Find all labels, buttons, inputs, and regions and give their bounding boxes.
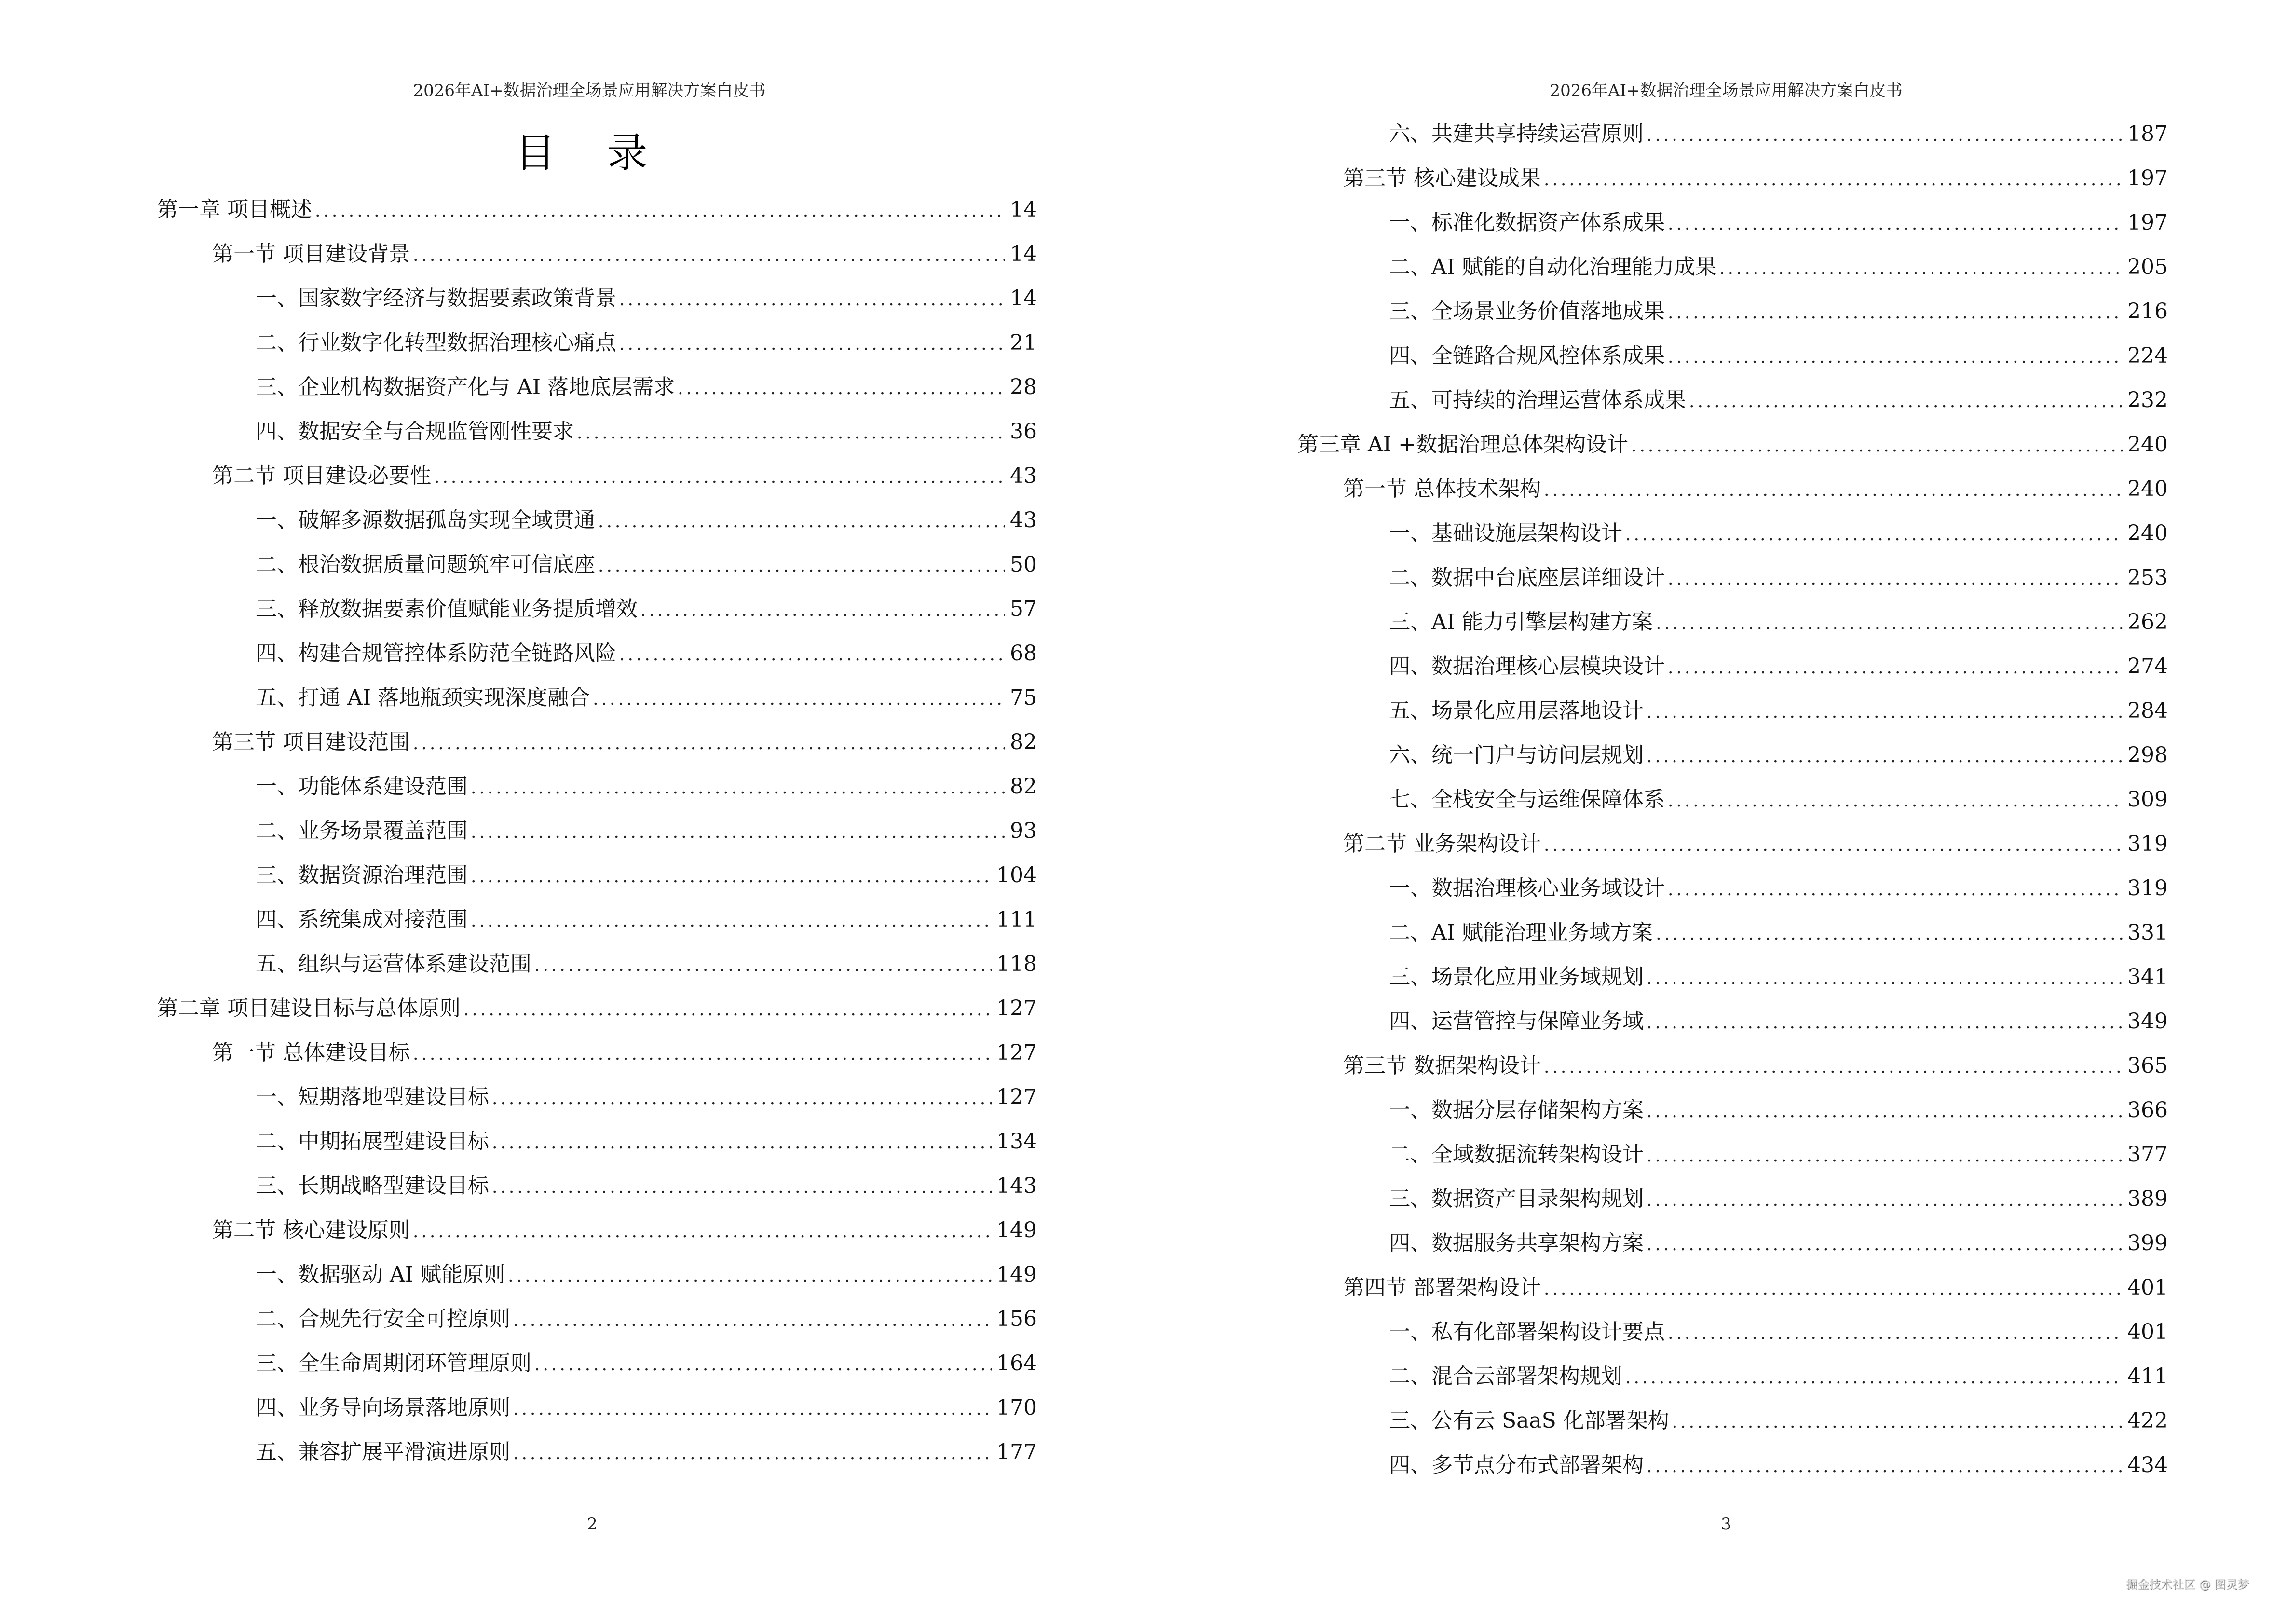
toc-entry-label: 一、数据驱动 AI 赋能原则	[256, 1262, 505, 1287]
toc-entry[interactable]	[256, 817, 1037, 846]
toc-entry-page: 187	[2127, 122, 2168, 146]
toc-entry-page: 422	[2127, 1408, 2168, 1433]
toc-entry-label: 第二节 项目建设必要性	[212, 464, 431, 488]
toc-entry-label: 二、中期拓展型建设目标	[256, 1129, 489, 1154]
toc-entry-label: 六、共建共享持续运营原则	[1389, 122, 1644, 146]
toc-entry-label: 三、公有云 SaaS 化部署架构	[1389, 1408, 1669, 1433]
toc-entry-page: 75	[1010, 685, 1037, 710]
toc-entry[interactable]	[256, 1127, 1037, 1156]
toc-entry-label: 三、长期战略型建设目标	[256, 1174, 489, 1198]
dot-leader	[534, 951, 992, 980]
dot-leader	[434, 463, 1005, 492]
toc-entry-page: 14	[1010, 286, 1037, 311]
toc-entry-label: 一、标准化数据资产体系成果	[1389, 210, 1665, 235]
toc-entry-page: 401	[2127, 1275, 2168, 1300]
toc-entry-page: 164	[996, 1351, 1037, 1376]
toc-entry[interactable]	[1389, 652, 2168, 681]
toc-entry-label: 第三节 项目建设范围	[212, 730, 410, 754]
toc-entry[interactable]	[256, 1172, 1037, 1201]
toc-entry[interactable]	[1389, 918, 2168, 947]
dot-leader	[534, 1351, 992, 1379]
toc-entry-label: 四、多节点分布式部署架构	[1389, 1453, 1644, 1477]
toc-entry[interactable]	[256, 417, 1037, 446]
dot-leader	[1647, 964, 2123, 993]
dot-leader	[1656, 609, 2123, 638]
toc-entry-label: 第一节 项目建设背景	[212, 242, 410, 266]
toc-entry[interactable]	[212, 1038, 1037, 1067]
dot-leader	[577, 419, 1005, 448]
toc-entry-label: 二、数据中台底座层详细设计	[1389, 565, 1665, 590]
toc-entry[interactable]	[1389, 341, 2168, 370]
dot-leader	[471, 862, 992, 891]
toc-entry[interactable]	[1389, 1096, 2168, 1125]
toc-entry-page: 309	[2127, 787, 2168, 812]
dot-leader	[492, 1129, 992, 1158]
toc-entry[interactable]	[1389, 963, 2168, 992]
toc-entry-label: 一、私有化部署架构设计要点	[1389, 1320, 1665, 1344]
toc-entry-page: 434	[2127, 1453, 2168, 1477]
page-number: 3	[1721, 1515, 1731, 1534]
toc-entry[interactable]	[1389, 1185, 2168, 1214]
toc-entry-label: 四、系统集成对接范围	[256, 907, 468, 932]
dot-leader	[1689, 387, 2123, 416]
toc-entry[interactable]	[256, 328, 1037, 357]
dot-leader	[1668, 299, 2123, 328]
toc-entry-page: 118	[996, 952, 1037, 976]
dot-leader	[413, 1217, 992, 1246]
toc-entry[interactable]	[1389, 1406, 2168, 1435]
dot-leader	[1647, 698, 2123, 727]
toc-entry[interactable]	[212, 240, 1037, 269]
toc-entry-label: 三、数据资产目录架构规划	[1389, 1187, 1644, 1211]
dot-leader	[1668, 654, 2123, 682]
toc-entry[interactable]	[1389, 741, 2168, 770]
toc-entry-page: 253	[2127, 565, 2168, 590]
dot-leader	[492, 1084, 992, 1113]
dot-leader	[413, 729, 1005, 758]
dot-leader	[1647, 1230, 2123, 1259]
toc-entry-page: 14	[1010, 197, 1037, 222]
toc-entry-label: 三、AI 能力引擎层构建方案	[1389, 610, 1653, 634]
toc-entry-page: 262	[2127, 610, 2168, 634]
toc-entry-page: 156	[996, 1307, 1037, 1331]
toc-entry-page: 365	[2127, 1053, 2168, 1078]
toc-entry[interactable]	[1343, 1051, 2168, 1080]
dot-leader	[1647, 1186, 2123, 1215]
toc-entry-label: 第二节 核心建设原则	[212, 1218, 410, 1242]
dot-leader	[1668, 1319, 2123, 1348]
toc-entry-label: 第一节 总体建设目标	[212, 1040, 410, 1065]
toc-entry-label: 四、数据服务共享架构方案	[1389, 1231, 1644, 1256]
dot-leader	[619, 286, 1005, 314]
toc-entry-page: 401	[2127, 1320, 2168, 1344]
toc-entry[interactable]	[1389, 696, 2168, 725]
toc-entry-label: 一、短期落地型建设目标	[256, 1085, 489, 1109]
toc-entry[interactable]	[1389, 386, 2168, 415]
toc-entry-label: 五、打通 AI 落地瓶颈实现深度融合	[256, 685, 590, 710]
toc-entry[interactable]	[1389, 785, 2168, 814]
toc-entry[interactable]	[212, 728, 1037, 757]
toc-entry-page: 104	[996, 863, 1037, 887]
toc-entry[interactable]	[256, 1305, 1037, 1334]
dot-leader	[513, 1306, 992, 1335]
toc-entry[interactable]	[1343, 164, 2168, 193]
toc-entry[interactable]	[256, 772, 1037, 801]
toc-entry-page: 298	[2127, 743, 2168, 767]
dot-leader	[513, 1395, 992, 1424]
dot-leader	[1647, 742, 2123, 771]
dot-leader	[471, 907, 992, 936]
toc-entry-page: 50	[1010, 552, 1037, 577]
toc-entry-label: 二、全域数据流转架构设计	[1389, 1142, 1644, 1167]
toc-entry[interactable]	[256, 683, 1037, 712]
dot-leader	[640, 596, 1005, 625]
toc-entry-page: 43	[1010, 508, 1037, 532]
toc-entry-label: 三、场景化应用业务域规划	[1389, 965, 1644, 989]
toc-entry-page: 36	[1010, 419, 1037, 444]
toc-entry-label: 一、功能体系建设范围	[256, 774, 468, 799]
toc-entry[interactable]	[256, 284, 1037, 313]
toc-entry-label: 四、数据治理核心层模块设计	[1389, 654, 1665, 679]
toc-entry-page: 240	[2127, 521, 2168, 546]
toc-entry[interactable]	[1389, 563, 2168, 592]
toc-entry-label: 二、行业数字化转型数据治理核心痛点	[256, 330, 616, 355]
dot-leader	[1544, 165, 2123, 194]
toc-entry-page: 349	[2127, 1009, 2168, 1034]
toc-entry-label: 二、业务场景覆盖范围	[256, 819, 468, 843]
toc-entry[interactable]	[1389, 608, 2168, 637]
toc-entry-label: 一、破解多源数据孤岛实现全域贯通	[256, 508, 595, 532]
watermark: 掘金技术社区 @ 图灵梦	[2126, 1578, 2249, 1591]
dot-leader	[1668, 565, 2123, 594]
dot-leader	[413, 1040, 992, 1069]
dot-leader	[1625, 1364, 2123, 1392]
toc-entry[interactable]	[256, 639, 1037, 668]
dot-leader	[1647, 1452, 2123, 1481]
dot-leader	[471, 818, 1005, 847]
toc-entry[interactable]	[1297, 430, 2168, 459]
toc-entry-page: 205	[2127, 255, 2168, 279]
dot-leader	[513, 1439, 992, 1468]
toc-entry-label: 四、业务导向场景落地原则	[256, 1395, 510, 1420]
dot-leader	[1668, 343, 2123, 372]
toc-entry-page: 68	[1010, 641, 1037, 666]
dot-leader	[1668, 210, 2123, 239]
toc-entry-page: 377	[2127, 1142, 2168, 1167]
toc-entry-label: 二、AI 赋能的自动化治理能力成果	[1389, 255, 1717, 279]
toc-entry-page: 399	[2127, 1231, 2168, 1256]
toc-entry[interactable]	[1389, 1140, 2168, 1169]
dot-leader	[1668, 787, 2123, 816]
toc-entry[interactable]	[256, 1438, 1037, 1467]
toc-entry-label: 第二节 业务架构设计	[1343, 832, 1541, 856]
toc-entry-label: 第三节 核心建设成果	[1343, 166, 1541, 191]
toc-entry-page: 127	[996, 1040, 1037, 1065]
toc-entry[interactable]	[1389, 253, 2168, 282]
toc-entry[interactable]	[1389, 297, 2168, 326]
toc-entry-page: 319	[2127, 832, 2168, 856]
toc-entry-page: 134	[996, 1129, 1037, 1154]
toc-entry[interactable]	[1389, 519, 2168, 548]
dot-leader	[471, 774, 1005, 803]
toc-entry[interactable]	[1389, 1362, 2168, 1391]
toc-entry[interactable]	[212, 462, 1037, 491]
toc-entry-label: 五、可持续的治理运营体系成果	[1389, 388, 1686, 412]
dot-leader	[463, 996, 992, 1024]
toc-entry-page: 389	[2127, 1187, 2168, 1211]
toc-entry[interactable]	[1389, 120, 2168, 149]
toc-entry-label: 第四节 部署架构设计	[1343, 1275, 1541, 1300]
toc-entry-page: 93	[1010, 819, 1037, 843]
toc-entry-page: 149	[996, 1218, 1037, 1242]
toc-entry-label: 第二章 项目建设目标与总体原则	[157, 996, 461, 1021]
dot-leader	[1647, 1097, 2123, 1126]
toc-entry-page: 331	[2127, 920, 2168, 945]
dot-leader	[1647, 1009, 2123, 1037]
toc-entry-page: 232	[2127, 388, 2168, 412]
toc-entry-label: 二、混合云部署架构规划	[1389, 1364, 1622, 1389]
toc-entry-label: 四、运营管控与保障业务域	[1389, 1009, 1644, 1034]
toc-entry-label: 四、构建合规管控体系防范全链路风险	[256, 641, 616, 666]
toc-entry[interactable]	[1343, 1273, 2168, 1302]
toc-entry-page: 197	[2127, 210, 2168, 235]
toc-entry[interactable]	[1343, 475, 2168, 504]
toc-entry-label: 四、全链路合规风控体系成果	[1389, 343, 1665, 368]
dot-leader	[1625, 520, 2123, 549]
toc-entry-label: 六、统一门户与访问层规划	[1389, 743, 1644, 767]
dot-leader	[678, 374, 1005, 403]
toc-entry[interactable]	[256, 1393, 1037, 1422]
toc-entry[interactable]	[256, 1349, 1037, 1378]
toc-entry-page: 28	[1010, 375, 1037, 399]
toc-entry-label: 五、兼容扩展平滑演进原则	[256, 1440, 510, 1464]
toc-entry-label: 二、AI 赋能治理业务域方案	[1389, 920, 1653, 945]
toc-entry-page: 14	[1010, 242, 1037, 266]
page-number: 2	[587, 1515, 598, 1534]
page-header: 2026年AI+数据治理全场景应用解决方案白皮书	[413, 81, 766, 100]
dot-leader	[1631, 432, 2123, 461]
toc-entry-label: 五、组织与运营体系建设范围	[256, 952, 531, 976]
toc-entry-label: 第三节 数据架构设计	[1343, 1053, 1541, 1078]
toc-entry-page: 216	[2127, 299, 2168, 324]
toc-entry[interactable]	[256, 861, 1037, 890]
toc-entry[interactable]	[1389, 208, 2168, 237]
toc-entry-page: 149	[996, 1262, 1037, 1287]
toc-entry[interactable]	[256, 550, 1037, 579]
toc-entry-page: 319	[2127, 876, 2168, 901]
toc-entry[interactable]	[157, 994, 1037, 1023]
toc-entry-page: 274	[2127, 654, 2168, 679]
dot-leader	[1647, 1142, 2123, 1171]
toc-entry-page: 57	[1010, 597, 1037, 621]
dot-leader	[619, 641, 1005, 669]
toc-entry-label: 第一节 总体技术架构	[1343, 477, 1541, 501]
toc-entry[interactable]	[256, 595, 1037, 624]
toc-entry-label: 二、根治数据质量问题筑牢可信底座	[256, 552, 595, 577]
dot-leader	[1544, 1053, 2123, 1082]
toc-entry-page: 197	[2127, 166, 2168, 191]
toc-entry-page: 224	[2127, 343, 2168, 368]
toc-entry-label: 一、基础设施层架构设计	[1389, 521, 1622, 546]
toc-entry-page: 82	[1010, 774, 1037, 799]
toc-entry-page: 82	[1010, 730, 1037, 754]
toc-entry[interactable]	[256, 905, 1037, 934]
toc-entry-page: 177	[996, 1440, 1037, 1464]
dot-leader	[413, 241, 1005, 270]
toc-entry-page: 284	[2127, 698, 2168, 723]
toc-entry-page: 341	[2127, 965, 2168, 989]
toc-entry-label: 第三章 AI +数据治理总体架构设计	[1297, 432, 1628, 457]
toc-entry-label: 第一章 项目概述	[157, 197, 312, 222]
toc-entry[interactable]	[1389, 1318, 2168, 1347]
dot-leader	[1647, 121, 2123, 150]
toc-entry-page: 21	[1010, 330, 1037, 355]
toc-entry-label: 三、数据资源治理范围	[256, 863, 468, 887]
toc-entry[interactable]	[256, 1083, 1037, 1112]
toc-entry-label: 五、场景化应用层落地设计	[1389, 698, 1644, 723]
dot-leader	[619, 330, 1005, 359]
toc-entry-page: 170	[996, 1395, 1037, 1420]
toc-entry-page: 143	[996, 1174, 1037, 1198]
toc-entry-label: 一、数据分层存储架构方案	[1389, 1098, 1644, 1122]
toc-entry-label: 一、数据治理核心业务域设计	[1389, 876, 1665, 901]
dot-leader	[1668, 875, 2123, 904]
toc-entry-label: 三、全场景业务价值落地成果	[1389, 299, 1665, 324]
dot-leader	[1544, 1275, 2123, 1304]
toc-entry[interactable]	[212, 1216, 1037, 1245]
toc-entry-page: 240	[2127, 432, 2168, 457]
toc-entry[interactable]	[1389, 1229, 2168, 1258]
dot-leader	[598, 552, 1005, 581]
toc-entry[interactable]	[256, 506, 1037, 535]
toc-title: 目 录	[515, 129, 667, 177]
toc-entry-page: 411	[2127, 1364, 2168, 1389]
dot-leader	[1672, 1408, 2123, 1437]
toc-entry-page: 43	[1010, 464, 1037, 488]
dot-leader	[1544, 476, 2123, 505]
dot-leader	[1544, 831, 2123, 860]
toc-entry[interactable]	[157, 195, 1037, 224]
dot-leader	[508, 1262, 992, 1291]
toc-entry-label: 四、数据安全与合规监管刚性要求	[256, 419, 574, 444]
toc-entry-page: 127	[996, 1085, 1037, 1109]
toc-entry-label: 三、企业机构数据资产化与 AI 落地底层需求	[256, 375, 675, 399]
toc-entry-label: 七、全栈安全与运维保障体系	[1389, 787, 1665, 812]
toc-entry-label: 三、释放数据要素价值赋能业务提质增效	[256, 597, 638, 621]
toc-entry-page: 111	[996, 907, 1037, 932]
right-page	[1144, 0, 2287, 1624]
toc-entry[interactable]	[256, 1260, 1037, 1289]
toc-entry[interactable]	[1343, 830, 2168, 859]
dot-leader	[598, 507, 1005, 536]
dot-leader	[1719, 254, 2123, 283]
toc-entry-page: 366	[2127, 1098, 2168, 1122]
page-header: 2026年AI+数据治理全场景应用解决方案白皮书	[1550, 81, 1903, 100]
toc-entry[interactable]	[256, 373, 1037, 402]
dot-leader	[1656, 920, 2123, 949]
toc-entry[interactable]	[1389, 874, 2168, 903]
toc-entry-page: 240	[2127, 477, 2168, 501]
toc-entry-label: 一、国家数字经济与数据要素政策背景	[256, 286, 616, 311]
toc-entry[interactable]	[1389, 1451, 2168, 1480]
toc-entry-label: 三、全生命周期闭环管理原则	[256, 1351, 531, 1376]
toc-entry[interactable]	[256, 950, 1037, 979]
dot-leader	[315, 197, 1005, 226]
toc-entry[interactable]	[1389, 1007, 2168, 1036]
toc-entry-page: 127	[996, 996, 1037, 1021]
dot-leader	[492, 1173, 992, 1202]
toc-entry-label: 二、合规先行安全可控原则	[256, 1307, 510, 1331]
dot-leader	[593, 685, 1005, 714]
